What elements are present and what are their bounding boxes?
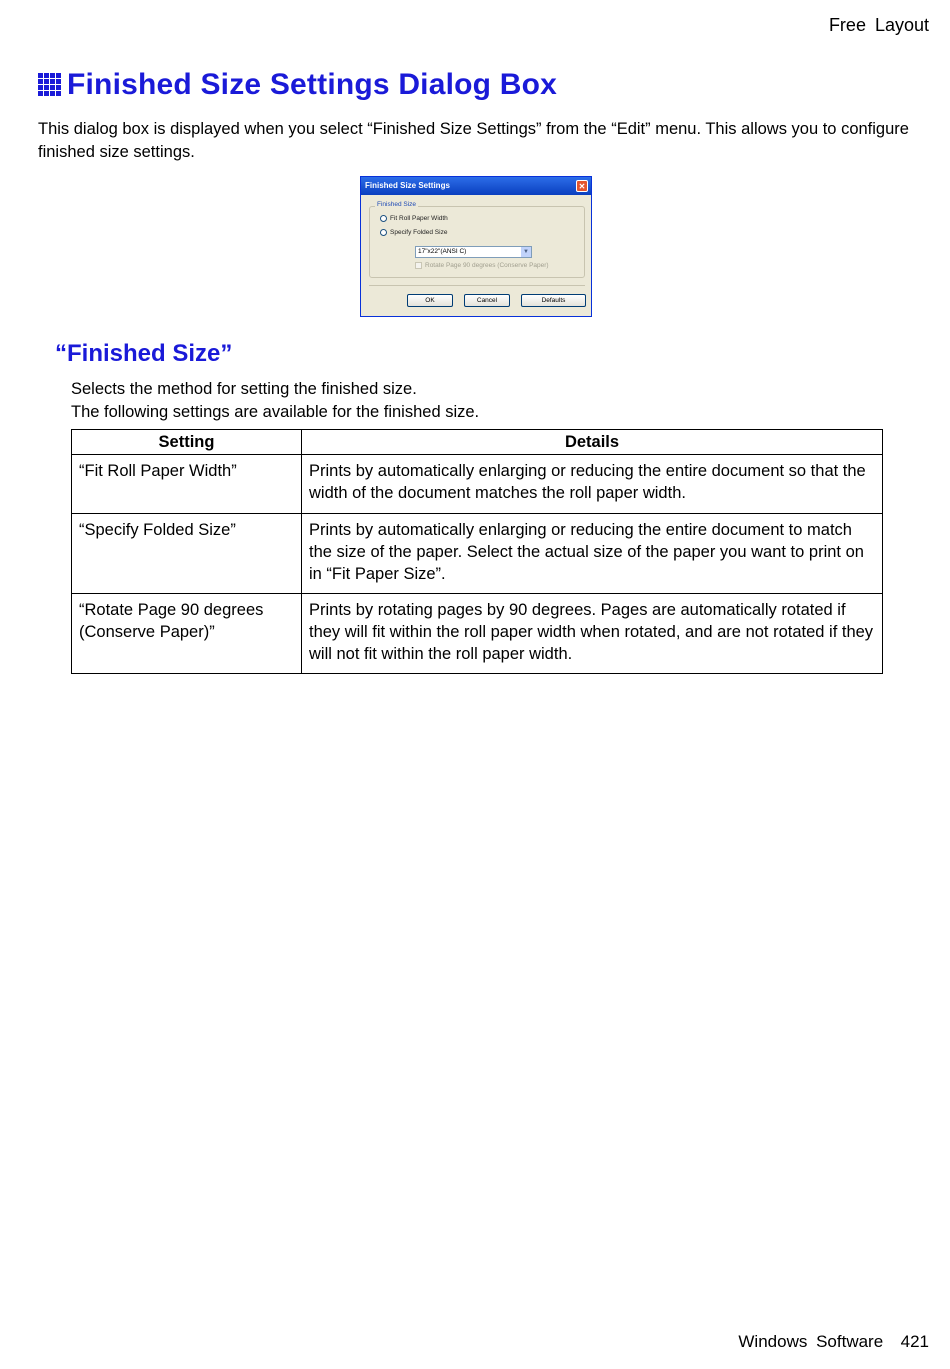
grid-icon [38,73,62,97]
radio-icon[interactable] [380,215,387,222]
defaults-button[interactable]: Defaults [521,294,586,307]
page-title-text: Finished Size Settings Dialog Box [67,68,557,101]
radio-icon[interactable] [380,229,387,236]
rotate-page-checkbox[interactable] [415,262,549,269]
table-header-row [72,430,883,455]
table-row [72,514,883,594]
section-title: “Finished Size” [55,340,233,367]
page-number: 421 [900,1332,929,1351]
radio-fit-roll-paper-width[interactable] [380,215,448,222]
section-description [71,378,479,424]
radio-label: Specify Folded Size [390,229,448,236]
radio-specify-folded-size[interactable] [380,229,447,236]
paper-size-select[interactable] [415,246,532,258]
description-line: The following settings are available for the finished size. [71,403,480,421]
finished-size-group [369,201,585,278]
settings-table [71,429,883,674]
setting-cell: “Specify Folded Size” [72,514,302,594]
dialog-screenshot [360,176,592,317]
close-icon[interactable]: ✕ [576,180,588,192]
setting-cell: “Fit Roll Paper Width” [72,455,302,514]
checkbox-icon[interactable] [415,262,422,269]
details-cell: Prints by rotating pages by 90 degrees. Pages are automatically rotated if they will fit within the roll paper width when rotated, and are not rotated if they will not fit within the roll paper width. [302,594,883,674]
column-header-details: Details [302,430,883,455]
select-value: 17"x22"(ANSI C) [418,248,467,255]
checkbox-label: Rotate Page 90 degrees (Conserve Paper) [425,262,549,269]
dialog-title: Finished Size Settings [365,181,450,190]
group-label: Finished Size [377,201,417,208]
setting-cell: “Rotate Page 90 degrees (Conserve Paper)” [72,594,302,674]
page-title [38,68,557,102]
intro-paragraph: This dialog box is displayed when you select “Finished Size Settings” from the “Edit” menu. This allows you to configure finished size settings. [38,120,909,161]
radio-label: Fit Roll Paper Width [390,215,448,222]
footer-section: Windows Software [738,1332,884,1351]
description-line: Selects the method for setting the finished size. [71,380,417,398]
table-row [72,594,883,674]
column-header-setting: Setting [72,430,302,455]
table-row [72,455,883,514]
running-header: Free Layout [828,15,929,35]
page-footer [738,1332,929,1352]
dialog-titlebar [361,177,591,195]
cancel-button[interactable]: Cancel [464,294,510,307]
chevron-down-icon[interactable]: ▼ [521,247,531,257]
details-cell: Prints by automatically enlarging or reducing the entire document to match the size of the paper. Select the actual size of the paper you want to print on in “Fit Paper Size”. [302,514,883,594]
details-cell: Prints by automatically enlarging or reducing the entire document so that the width of the document matches the roll paper width. [302,455,883,514]
dialog-separator [369,285,585,286]
ok-button[interactable]: OK [407,294,453,307]
